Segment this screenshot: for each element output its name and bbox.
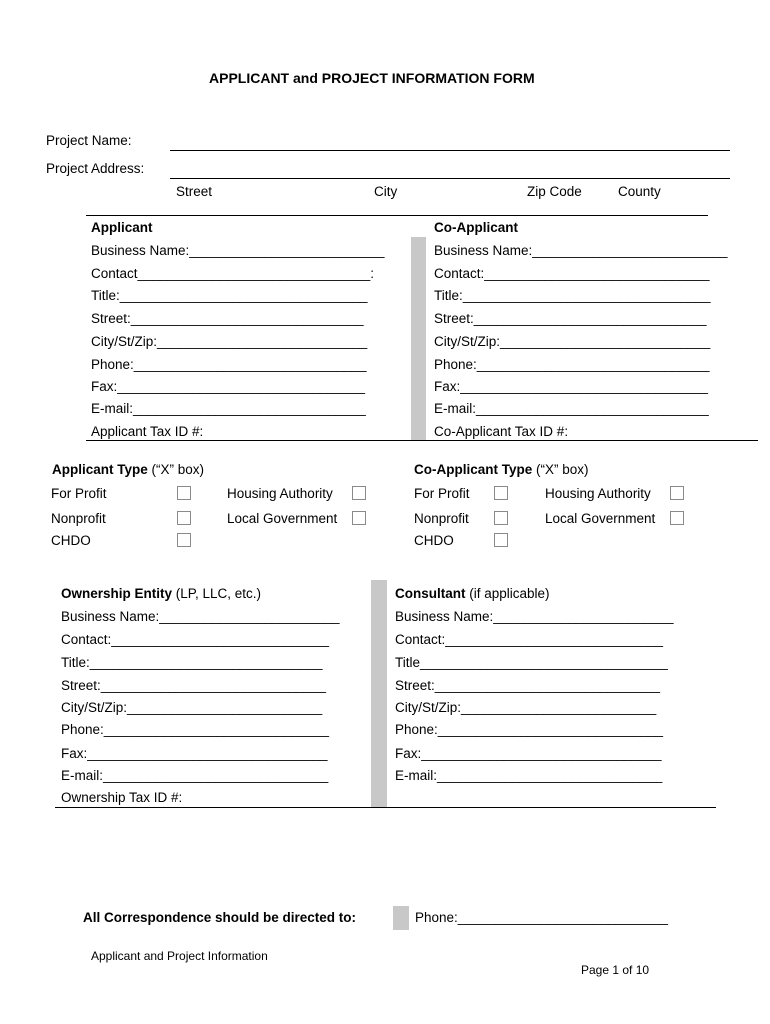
consultant-fax-field[interactable]: Fax:________________________________ — [395, 746, 662, 761]
ownership-divider-shade — [371, 580, 387, 808]
address-street-label: Street — [176, 184, 213, 199]
co-applicant-contact-field[interactable]: Contact:______________________________ — [434, 266, 710, 281]
co-applicant-type-local-government-checkbox[interactable] — [670, 511, 684, 525]
address-county-label: County — [618, 184, 661, 199]
applicant-tax-id-label: Applicant Tax ID #: — [91, 424, 204, 439]
ownership-note: (LP, LLC, etc.) — [172, 586, 262, 601]
applicant-business-name-field[interactable]: Business Name:__________________________ — [91, 243, 385, 258]
correspondence-phone-field[interactable]: Phone:____________________________ — [415, 910, 669, 925]
co-applicant-type-nonprofit-checkbox[interactable] — [494, 511, 508, 525]
applicant-type-for-profit-label: For Profit — [51, 486, 107, 501]
ownership-title: Ownership Entity — [61, 586, 173, 601]
applicant-block-bottom-rule — [86, 440, 758, 441]
applicant-type-for-profit-checkbox[interactable] — [177, 486, 191, 500]
ownership-block-bottom-rule — [55, 807, 716, 808]
ownership-title-field[interactable]: Title:_______________________________ — [61, 655, 323, 670]
ownership-street-field[interactable]: Street:______________________________ — [61, 678, 327, 693]
correspondence-shade — [393, 906, 409, 930]
applicant-type-local-government-label: Local Government — [227, 511, 338, 526]
consultant-title-field[interactable]: Title_________________________________ — [395, 655, 668, 670]
co-applicant-type-chdo-label: CHDO — [414, 533, 454, 548]
co-applicant-email-field[interactable]: E-mail:_______________________________ — [434, 401, 709, 416]
applicant-type-chdo-label: CHDO — [51, 533, 91, 548]
ownership-tax-id-label: Ownership Tax ID #: — [61, 790, 183, 805]
consultant-title: Consultant — [395, 586, 466, 601]
consultant-note: (if applicable) — [465, 586, 550, 601]
applicant-type-local-government-checkbox[interactable] — [352, 511, 366, 525]
co-applicant-type-for-profit-label: For Profit — [414, 486, 470, 501]
footer-document-name: Applicant and Project Information — [91, 949, 268, 963]
form-title: APPLICANT and PROJECT INFORMATION FORM — [209, 70, 535, 86]
ownership-business-name-field[interactable]: Business Name:________________________ — [61, 609, 340, 624]
applicant-block-top-rule — [86, 215, 708, 216]
co-applicant-title-field[interactable]: Title:_________________________________ — [434, 288, 711, 303]
correspondence-label: All Correspondence should be directed to: — [83, 910, 357, 925]
project-address-label: Project Address: — [46, 161, 145, 176]
project-name-label: Project Name: — [46, 133, 132, 148]
co-applicant-tax-id-label: Co-Applicant Tax ID #: — [434, 424, 569, 439]
project-address-field[interactable] — [170, 178, 730, 179]
applicant-type-nonprofit-label: Nonprofit — [51, 511, 106, 526]
co-applicant-city-st-zip-field[interactable]: City/St/Zip:____________________________ — [434, 334, 711, 349]
co-applicant-type-housing-authority-label: Housing Authority — [545, 486, 651, 501]
applicant-city-st-zip-field[interactable]: City/St/Zip:____________________________ — [91, 334, 368, 349]
co-applicant-business-name-field[interactable]: Business Name:__________________________ — [434, 243, 728, 258]
ownership-email-field[interactable]: E-mail:______________________________ — [61, 768, 329, 783]
ownership-contact-field[interactable]: Contact:_____________________________ — [61, 632, 330, 647]
co-applicant-type-housing-authority-checkbox[interactable] — [670, 486, 684, 500]
applicant-heading: Applicant — [91, 220, 153, 235]
project-name-field[interactable] — [170, 150, 730, 151]
applicant-type-chdo-checkbox[interactable] — [177, 533, 191, 547]
applicant-contact-field[interactable]: Contact_______________________________: — [91, 266, 375, 281]
consultant-heading — [395, 586, 550, 601]
co-applicant-street-field[interactable]: Street:_______________________________ — [434, 311, 707, 326]
applicant-phone-field[interactable]: Phone:_______________________________ — [91, 357, 367, 372]
consultant-city-st-zip-field[interactable]: City/St/Zip:__________________________ — [395, 700, 657, 715]
co-applicant-type-heading — [414, 462, 589, 477]
co-applicant-type-local-government-label: Local Government — [545, 511, 656, 526]
co-applicant-type-for-profit-checkbox[interactable] — [494, 486, 508, 500]
co-applicant-type-chdo-checkbox[interactable] — [494, 533, 508, 547]
applicant-type-nonprofit-checkbox[interactable] — [177, 511, 191, 525]
co-applicant-type-nonprofit-label: Nonprofit — [414, 511, 469, 526]
applicant-title-field[interactable]: Title:_________________________________ — [91, 288, 368, 303]
applicant-type-title: Applicant Type — [52, 462, 148, 477]
applicant-type-housing-authority-checkbox[interactable] — [352, 486, 366, 500]
applicant-email-field[interactable]: E-mail:_______________________________ — [91, 401, 366, 416]
footer-page-number: Page 1 of 10 — [581, 963, 650, 977]
ownership-heading — [61, 586, 261, 601]
consultant-email-field[interactable]: E-mail:______________________________ — [395, 768, 663, 783]
consultant-phone-field[interactable]: Phone:______________________________ — [395, 722, 664, 737]
address-zip-label: Zip Code — [527, 184, 582, 199]
co-applicant-heading: Co-Applicant — [434, 220, 518, 235]
co-applicant-type-note: (“X” box) — [532, 462, 589, 477]
co-applicant-phone-field[interactable]: Phone:_______________________________ — [434, 357, 710, 372]
applicant-type-housing-authority-label: Housing Authority — [227, 486, 333, 501]
applicant-street-field[interactable]: Street:_______________________________ — [91, 311, 364, 326]
ownership-city-st-zip-field[interactable]: City/St/Zip:__________________________ — [61, 700, 323, 715]
ownership-phone-field[interactable]: Phone:______________________________ — [61, 722, 330, 737]
consultant-contact-field[interactable]: Contact:_____________________________ — [395, 632, 664, 647]
ownership-fax-field[interactable]: Fax:________________________________ — [61, 746, 328, 761]
applicant-type-note: (“X” box) — [147, 462, 205, 477]
consultant-business-name-field[interactable]: Business Name:________________________ — [395, 609, 674, 624]
address-city-label: City — [374, 184, 398, 199]
applicant-fax-field[interactable]: Fax:_________________________________ — [91, 379, 366, 394]
co-applicant-type-title: Co-Applicant Type — [414, 462, 533, 477]
applicant-type-heading — [52, 462, 204, 477]
co-applicant-fax-field[interactable]: Fax:_________________________________ — [434, 379, 709, 394]
applicant-divider-shade — [411, 237, 426, 441]
consultant-street-field[interactable]: Street:______________________________ — [395, 678, 661, 693]
